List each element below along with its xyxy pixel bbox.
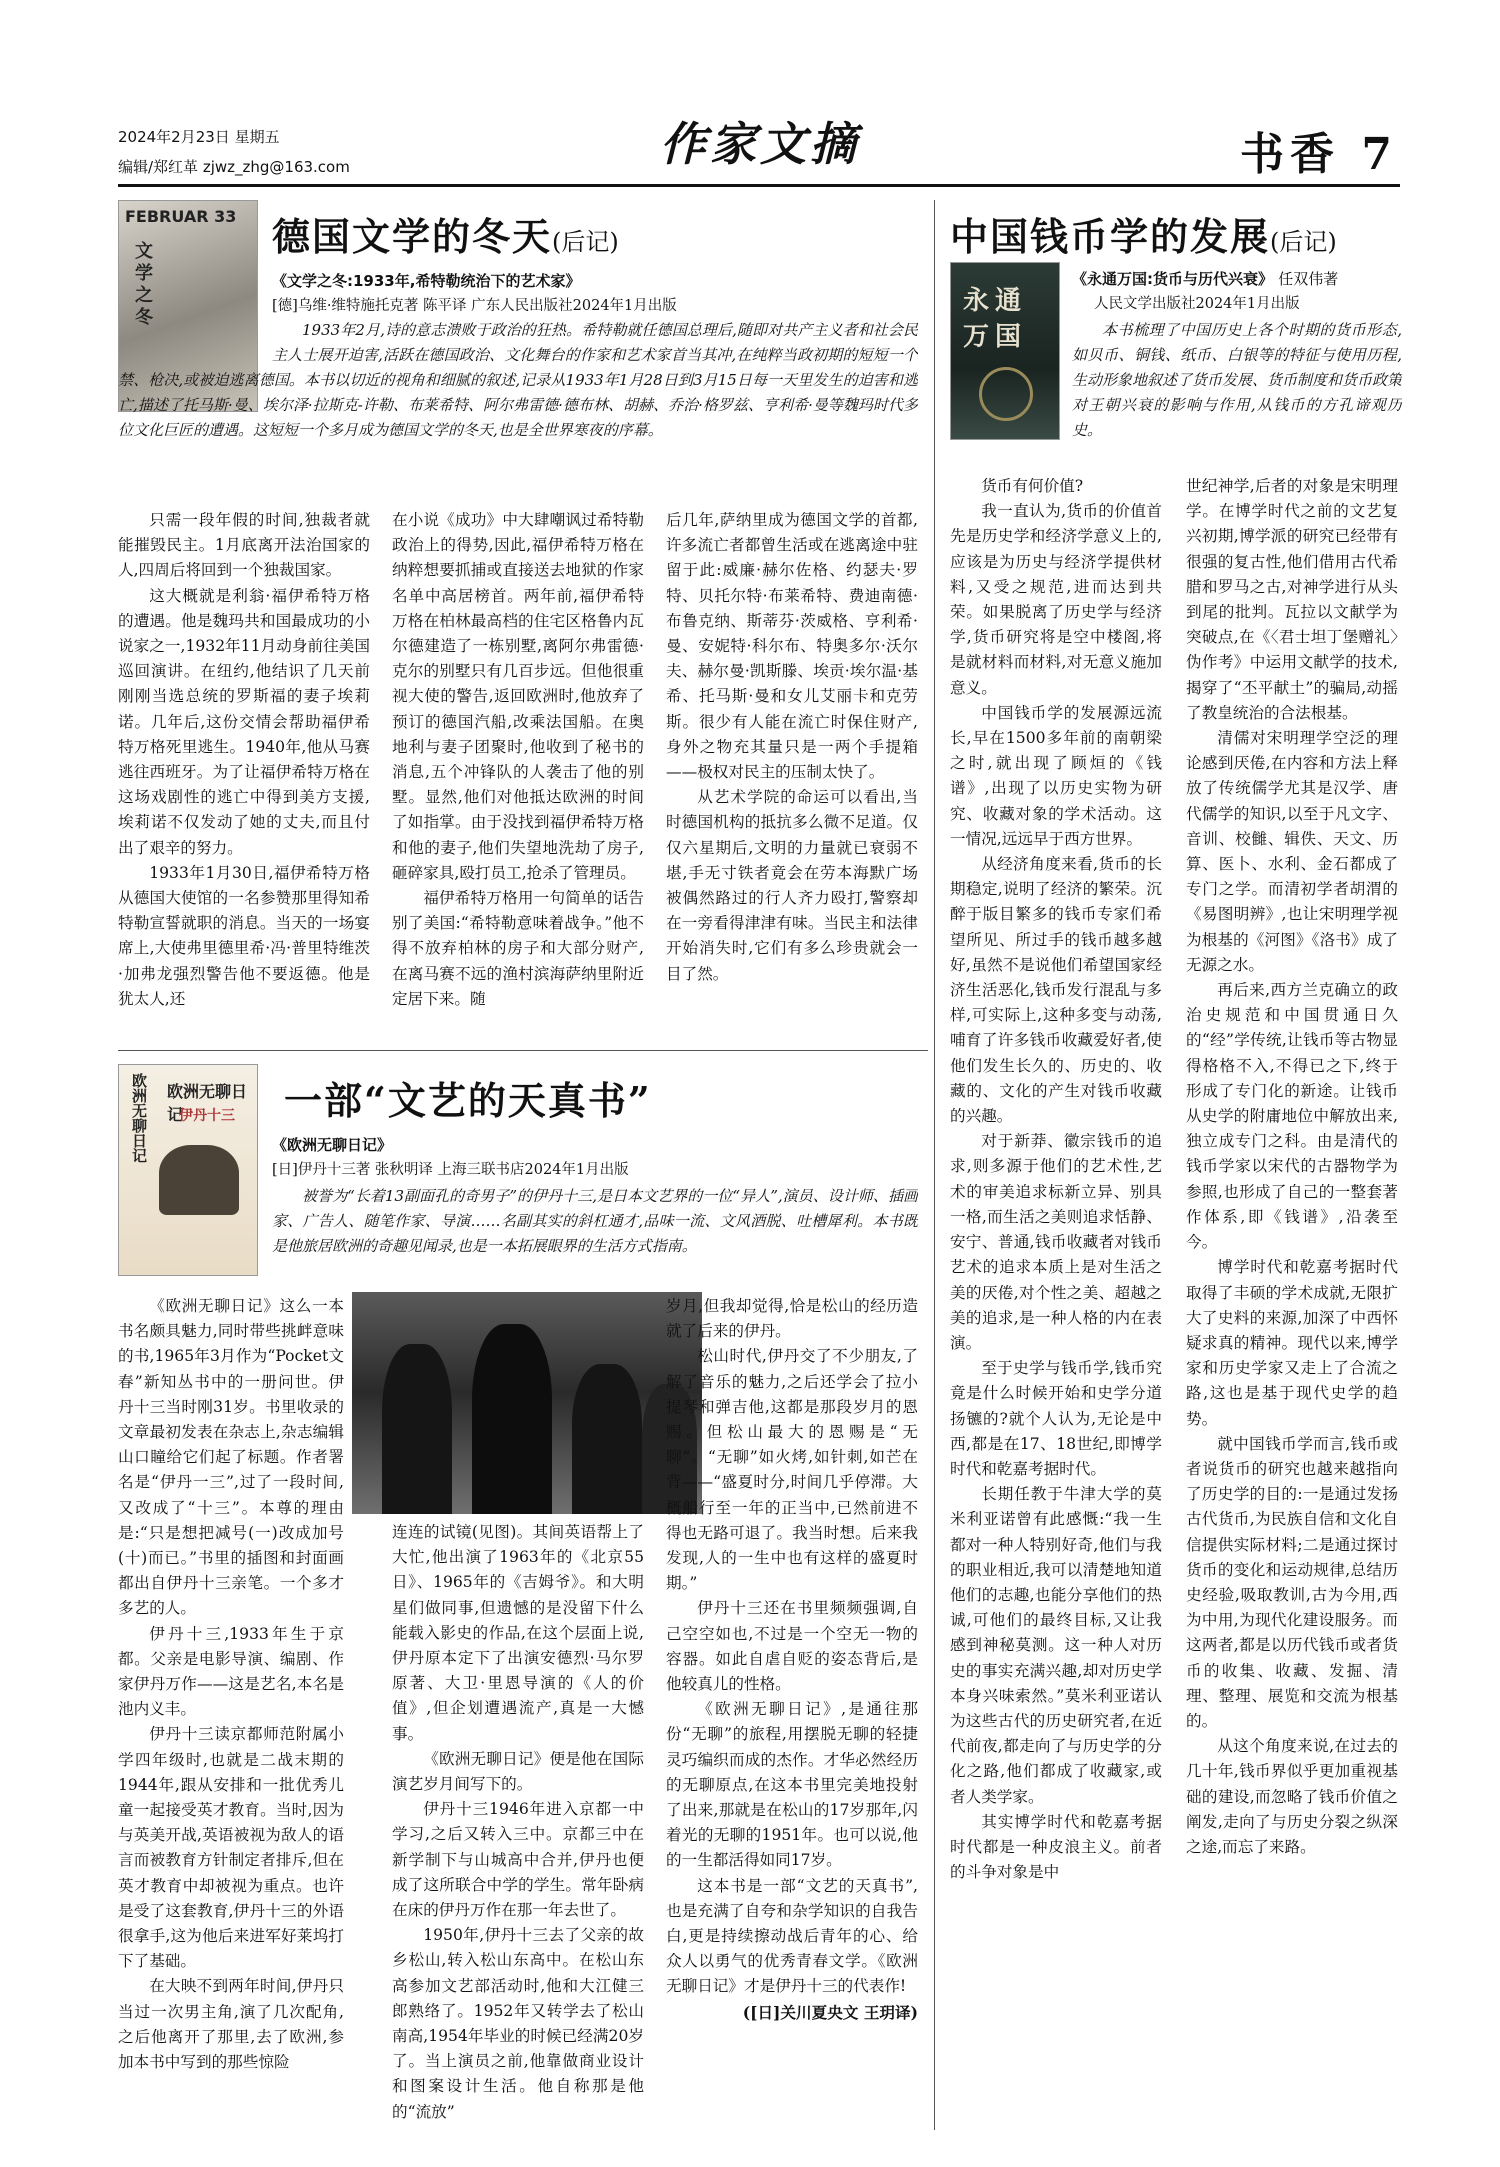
paragraph: 福伊希特万格用一句简单的话告别了美国:“希特勒意味着战争。”他不得不放弃柏林的房子和大部分财产,在离马赛不远的渔村滨海萨纳里附近定居下来。随 [392,889,644,1008]
book-title: 《欧洲无聊日记》 [272,1136,393,1154]
paragraph: 只需一段年假的时间,独裁者就能摧毁民主。1月底离开法治国家的人,四周后将回到一个独裁国家。 [118,511,370,580]
article-title-coin: 中国钱币学的发展(后记) [950,214,1337,259]
paragraph: 这本书是一部“文艺的天真书”,也是充满了自夸和杂学知识的自我告白,更是持续擦动战后青年的心、给众人以勇气的优秀青春文学。《欧洲无聊日记》才是伊丹十三的代表作! [666,1876,918,1996]
paragraph: 1933年1月30日,福伊希特万格从德国大使馆的一名参赞那里得知希特勒宣誓就职的消息。当天的一场宴席上,大使弗里德里希·冯·普里特维茨·加弗龙强烈警告他不要返德。他是犹太人,还 [118,863,370,1008]
book-cover-europe-diary [118,1064,258,1276]
paragraph: 其实博学时代和乾嘉考据时代都是一种皮浪主义。前者的斗争对象是中 [950,1812,1162,1882]
paragraph: 清儒对宋明理学空泛的理论感到厌倦,在内容和方法上释放了传统儒学尤其是汉学、唐代儒学的知识,以至于凡文字、音训、校雠、辑佚、天文、历算、医卜、水利、金石都成了专门之学。而清初学者胡渭的《易图明辨》,也让宋明理学视为根基的《河图》《洛书》成了无源之水。 [1186,729,1398,974]
film-still-photo [352,1292,702,1514]
paragraph: 就中国钱币学而言,钱币或者说货币的研究也越来越指向了历史学的目的:一是通过发扬古代货币,为民族自信和文化自信提供实际材料;二是通过探讨货币的变化和运动规律,总结历史经验,吸取教训,古为今用,西为中用,为现代化建设服务。而这两者,都是以历代钱币或者货币的收集、收藏、发掘、清理、整理、展览和交流为根基的。 [1186,1434,1398,1730]
editor-line: 编辑/郑红革 zjwz_zhg@163.com [118,158,350,176]
coin-illustration [979,367,1033,421]
paragraph: 在大映不到两年时间,伊丹只当过一次男主角,演了几次配角,之后他离开了那里,去了欧洲,参加本书中写到的那些惊险 [118,1977,344,2072]
paragraph: 对于新莽、徽宗钱币的追求,则多源于他们的艺术性,艺术的审美追求标新立异、别具一格,而生活之美则追求恬静、安宁、普通,钱币收藏者对钱币艺术的追求本质上是对生活之美的厌倦,对个性之美、超越之美的追求,是一种人格的内在表演。 [950,1132,1162,1352]
paragraph: 《欧洲无聊日记》,是通往那份“无聊”的旅程,用摆脱无聊的轻捷灵巧编织而成的杰作。才华必然经历的无聊原点,在这本书里完美地投射了出来,那就是在松山的17岁那年,闪着光的无聊的1951年。也可以说,他的一生都活得如同17岁。 [666,1700,918,1870]
paragraph: 这大概就是利翁·福伊希特万格的遭遇。他是魏玛共和国最成功的小说家之一,1932年11月动身前往美国巡回演讲。在纽约,他结识了几天前刚刚当选总统的罗斯福的妻子埃莉诺。几年后,这份交情会帮助福伊希特万格死里逃生。1940年,他从马赛逃往西班牙。为了让福伊希特万格在这场戏剧性的逃亡中得到美方支援,埃莉诺不仅发动了她的丈夫,而且付出了艰辛的努力。 [118,586,370,857]
article2-column-1 [118,1294,344,2124]
paragraph: 《欧洲无聊日记》这么一本书名颇具魅力,同时带些挑衅意味的书,1965年3月作为“Pocket文春”新知丛书中的一册问世。伊丹十三当时刚31岁。书里收录的文章最初发表在杂志上,杂志编辑山口瞳给它们起了标题。作者署名是“伊丹一三”,过了一段时间,又改成了“十三”。本尊的理由是:“只是想把减号(一)改成加号(十)而已。”书里的插图和封面画都出自伊丹十三亲笔。一个多才多艺的人。 [118,1297,344,1618]
paragraph: 从经济角度来看,货币的长期稳定,说明了经济的繁荣。沉醉于版目繁多的钱币专家们希望所见、所过手的钱币越多越好,虽然不是说他们希望国家经济生活恶化,钱币发行混乱与多样,可实际上,这种多变与动荡,哺育了许多钱币收藏爱好者,使他们发生长久的、历史的、收藏的、文化的产生对钱币收藏的兴趣。 [950,855,1162,1126]
cover-author: 伊丹十三 [179,1108,235,1124]
cover-illustration [159,1145,239,1215]
book-title: 《永通万国:货币与历代兴衰》 任双伟著 [1072,270,1339,288]
lead-paragraph-continued [118,368,918,492]
book-byline: [日]伊丹十三著 张秋明译 上海三联书店2024年1月出版 [272,1162,629,1178]
column-divider [934,200,935,2130]
paragraph: 松山时代,伊丹交了不少朋友,了解了音乐的魅力,之后还学会了拉小提琴和弹吉他,这都是那段岁月的恩赐。但松山最大的恩赐是“无聊”。“无聊”如火烤,如针刺,如芒在背——“盛夏时分,时间几乎停滞。大概船行至一年的正当中,已然前进不得也无路可退了。我当时想。后来我发现,人的一生中也有这样的盛夏时期。” [666,1347,918,1593]
paragraph: 博学时代和乾嘉考据时代取得了丰硕的学术成就,无限扩大了史料的来源,加深了中西怀疑求真的精神。现代以来,博学家和历史学家又走上了合流之路,这也是基于现代史学的趋势。 [1186,1258,1398,1428]
paragraph: 伊丹十三还在书里频频强调,自己空空如也,不过是一个空无一物的容器。如此自虐自贬的姿态背后,是他较真儿的性格。 [666,1599,918,1694]
paragraph: 至于史学与钱币学,钱币究竟是什么时候开始和史学分道扬镳的?就个人认为,无论是中西,都是在17、18世纪,即博学时代和乾嘉考据时代。 [950,1359,1162,1478]
masthead-rule [118,184,1400,187]
lead-paragraph: 本书梳理了中国历史上各个时期的货币形态,如贝币、铜钱、纸币、白银等的特征与使用历程,生动形象地叙述了货币发展、货币制度和货币政策对王朝兴衰的影响与作用,从钱币的方孔谛观历史。 [1072,321,1402,439]
paragraph: 连连的试镜(见图)。其间英语帮上了大忙,他出演了1963年的《北京55日》、1965年的《吉姆爷》。和大明星们做同事,但遗憾的是没留下什么能载入影史的作品,在这个层面上说,伊丹原本定下了出演安德烈·马尔罗原著、大卫·里恩导演的《人的价值》,但企划遭遇流产,真是一大憾事。 [392,1523,644,1743]
book-byline: [德]乌维·维特施托克著 陈平译 广东人民出版社2024年1月出版 [272,298,677,314]
lead-paragraph-top: 1933年2月,诗的意志溃败于政治的狂热。希特勒就任德国总理后,随即对共产主义者和社会民主人士展开迫害,活跃在德国政治、文化舞台的作家和艺术家首当其冲,在纯粹当政初期的短短一个 [272,321,918,364]
article1-column-1 [118,508,370,1044]
paragraph: 后几年,萨纳里成为德国文学的首都,许多流亡者都曾生活或在逃离途中驻留于此:威廉·赫尔佐格、约瑟夫·罗特、贝托尔特·布莱希特、费迪南德·布鲁克纳、斯蒂芬·茨威格、亨利希·曼、安妮特·科尔布、特奥多尔·沃尔夫、赫尔曼·凯斯滕、埃贡·埃尔温·基希、托马斯·曼和女儿艾丽卡和克劳斯。很少有人能在流亡时保住财产,身外之物充其量只是一两个手提箱——极权对民主的压制太快了。 [666,511,918,782]
paragraph: 岁月,但我却觉得,恰是松山的经历造就了后来的伊丹。 [666,1297,918,1341]
paragraph: 世纪神学,后者的对象是宋明理学。在博学时代之前的文艺复兴初期,博学派的研究已经带有很强的复古性,他们借用古代希腊和罗马之古,对神学进行从头到尾的批判。瓦拉以文献学为突破点,在《〈君士坦丁堡赠礼〉伪作考》中运用文献学的技术,揭穿了“丕平献土”的骗局,动摇了教皇统治的合法根基。 [1186,477,1398,722]
article2-column-2 [392,1520,644,2124]
cover-title: 欧洲无聊日记 [130,1073,148,1163]
article-title-diary: 一部“文艺的天真书” [284,1078,652,1123]
article1-column-2 [392,508,644,1044]
article-title-literature: 德国文学的冬天(后记) [272,214,619,259]
article3-column-1 [950,474,1162,2134]
newspaper-logo: 作家文摘 [660,117,860,171]
paragraph: 伊丹十三,1933年生于京都。父亲是电影导演、编剧、作家伊丹万作——这是艺名,本名是池内义丰。 [118,1624,344,1719]
issue-date: 2024年2月23日 星期五 [118,128,280,146]
lead-paragraph-rest: 禁、枪决,或被迫逃离德国。本书以切近的视角和细腻的叙述,记录从1933年1月28日到3月15日每一天里发生的迫害和逃亡,描述了托马斯·曼、埃尔泽·拉斯克-许勒、布莱希特、阿尔弗雷德·德布林、胡赫、乔治·格罗兹、亨利希·曼等魏玛时代多位文化巨匠的遭遇。这短短一个多月成为德国文学的冬天,也是全世界寒夜的序幕。 [118,371,918,439]
paragraph: 伊丹十三1946年进入京都一中学习,之后又转入三中。京都三中在新学制下与山城高中合并,伊丹也便成了这所联合中学的学生。常年卧病在床的伊丹万作在那一年去世了。 [392,1800,644,1920]
section-title: 书香 7 [1240,129,1398,180]
book-byline: 人民文学出版社2024年1月出版 [1094,296,1300,312]
paragraph: 中国钱币学的发展源远流长,早在1500多年前的南朝梁之时,就出现了顾烜的《钱谱》,出现了以历史实物为研究、收藏对象的学术活动。这一情况,远远早于西方世界。 [950,703,1162,848]
paragraph: 1950年,伊丹十三去了父亲的故乡松山,转入松山东高中。在松山东高参加文艺部活动时,他和大江健三郎熟络了。1952年又转学去了松山南高,1954年毕业的时候已经满20岁了。当上演员之前,他靠做商业设计和图案设计生活。他自称那是他的“流放” [392,1926,644,2121]
paragraph: 在小说《成功》中大肆嘲讽过希特勒政治上的得势,因此,福伊希特万格在纳粹想要抓捕或直接送去地狱的作家名单中高居榜首。两年前,福伊希特万格在柏林最高档的住宅区格鲁内瓦尔德建造了一栋别墅,离阿尔弗雷德·克尔的别墅只有几百步远。但他很重视大使的警告,返回欧洲时,他放弃了预订的德国汽船,改乘法国船。在奥地利与妻子团聚时,他收到了秘书的消息,五个冲锋队的人袭击了他的别墅。显然,他们对他抵达欧洲的时间了如指掌。由于没找到福伊希特万格和他的妻子,他们失望地洗劫了房子,砸碎家具,殴打员工,抢杀了管理员。 [392,511,644,882]
cover-title: 永通万国 [963,286,1028,352]
article1-column-3 [666,508,918,1044]
cover-title: 文学之冬 [132,241,153,329]
paragraph: 再后来,西方兰克确立的政治史规范和中国贯通日久的“经”学传统,让钱币等古物显得格格不入,不得已之下,终于形成了专门化的新途。让钱币从史学的附庸地位中解放出来,独立成专门之科。由是清代的钱币学家以宋代的古器物学为参照,也形成了自己的一整套著作体系,即《钱谱》,沿袭至今。 [1186,981,1398,1252]
cover-subtitle: 欧洲无聊日记 [167,1082,248,1124]
paragraph: 货币有何价值? [981,477,1084,495]
article2-column-3 [666,1294,918,2130]
paragraph: 长期任教于牛津大学的莫米利亚诺曾有此感慨:“我一生都对一种人特别好奇,他们与我的职业相近,我可以清楚地知道他们的志趣,也能分享他们的热诚,可他们的最终目标,又让我感到神秘莫测。这一种人对历史的事实充满兴趣,却对历史学本身兴味索然。”莫米利亚诺认为这些古代的历史研究者,在近代前夜,都走向了与历史学的分化之路,他们都成了收藏家,或者人类学家。 [950,1485,1162,1806]
lead-paragraph: 被誉为“长着13副面孔的奇男子”的伊丹十三,是日本文艺界的一位“异人”,演员、设计师、插画家、广告人、随笔作家、导演……名副其实的斜杠通才,品味一流、文风酒脱、吐槽犀利。本书既是他旅居欧洲的奇趣见闻录,也是一本拓展眼界的生活方式指南。 [272,1187,918,1255]
cover-heading: FEBRUAR 33 [125,207,237,226]
paragraph: 从艺术学院的命运可以看出,当时德国机构的抵抗多么微不足道。仅仅六星期后,文明的力量就已衰弱不堪,手无寸铁者竟会在劳本海默广场被偶然路过的行人齐力殴打,警察却在一旁看得津津有味。当民主和法律开始消失时,它们有多么珍贵就会一目了然。 [666,788,918,983]
article-divider [118,1050,928,1051]
paragraph: 《欧洲无聊日记》便是他在国际演艺岁月间写下的。 [392,1749,644,1794]
paragraph: 伊丹十三读京都师范附属小学四年级时,也就是二战末期的1944年,跟从安排和一批优秀儿童一起接受英才教育。当时,因为与英美开战,英语被视为敌人的语言而被教育方针制定者排斥,但在英才教育中却被视为重点。也许是受了这套教育,伊丹十三的外语很拿手,这为他后来进军好莱坞打下了基础。 [118,1725,344,1971]
book-cover-coin [950,262,1060,440]
article3-column-2 [1186,474,1398,2134]
translator-credit: ([日]关川夏央文 王玥译) [742,2002,918,2022]
book-title: 《文学之冬:1933年,希特勒统治下的艺术家》 [272,272,581,290]
paragraph: 我一直认为,货币的价值首先是历史学和经济学意义上的,应该是为历史与经济学提供材料,又受之规范,进而达到共荣。如果脱离了历史学与经济学,货币研究将是空中楼阁,将是就材料而材料,对无意义施加意义。 [950,502,1162,697]
paragraph: 从这个角度来说,在过去的几十年,钱币界似乎更加重视基础的建设,而忽略了钱币价值之阐发,走向了与历史分裂之纵深之途,而忘了来路。 [1186,1737,1398,1856]
